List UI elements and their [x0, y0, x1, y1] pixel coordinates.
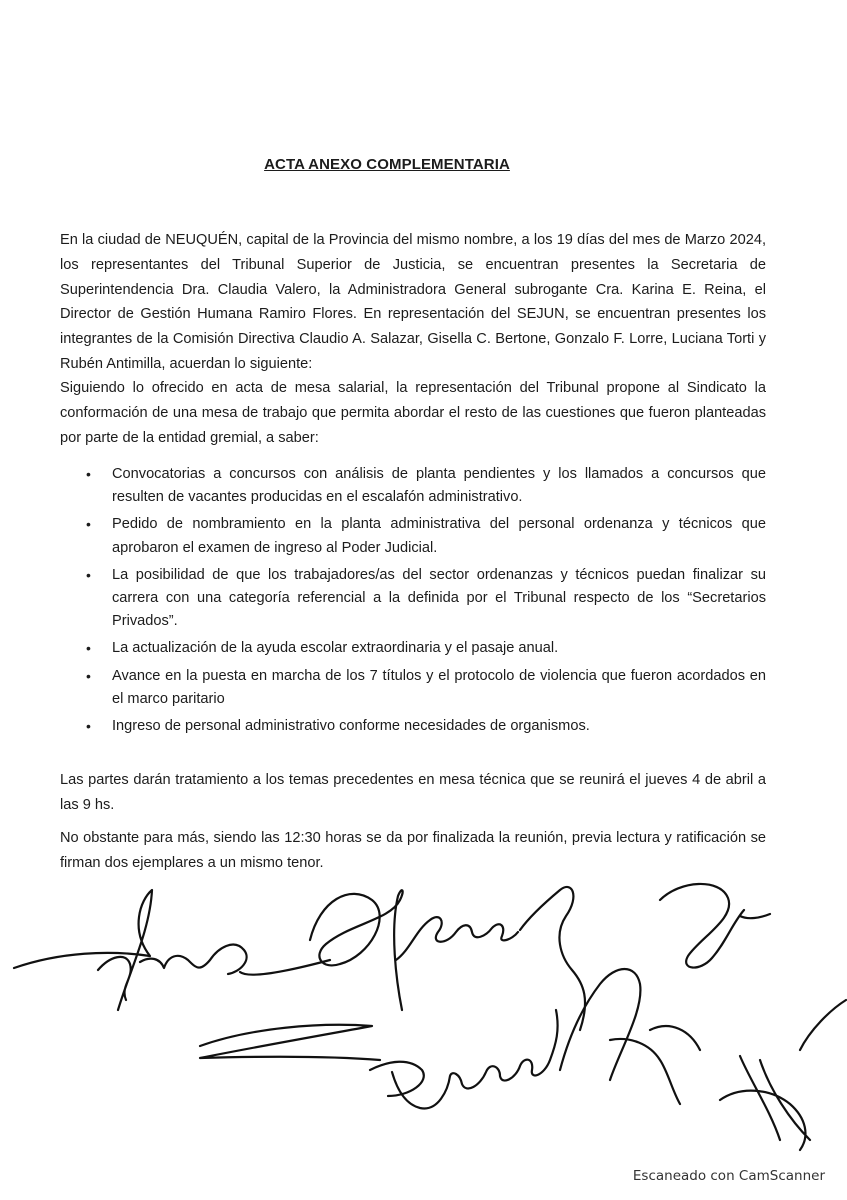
technical-meeting-paragraph: Las partes darán tratamiento a los temas precedentes en mesa técnica que se reunirá el jueves 4 de abril a las 9 hs.	[60, 772, 766, 813]
list-item-text: Convocatorias a concursos con análisis de planta pendientes y los llamados a concursos que resulten de vacantes producidas en el escalafón administrativo.	[112, 466, 766, 506]
list-item-text: Ingreso de personal administrativo conforme necesidades de organismos.	[112, 718, 590, 735]
list-item-text: Avance en la puesta en marcha de los 7 títulos y el protocolo de violencia que fueron acordados en el marco paritario	[112, 667, 766, 707]
signatures-area	[0, 860, 847, 1170]
bullet-icon: •	[86, 667, 91, 684]
list-item	[60, 564, 766, 634]
bullet-icon: •	[86, 566, 91, 583]
list-item	[60, 513, 766, 559]
document-title: ACTA ANEXO COMPLEMENTARIA	[264, 156, 510, 173]
bullet-icon: •	[86, 640, 91, 657]
bullet-icon: •	[86, 466, 91, 482]
signature-6	[720, 1000, 846, 1150]
proposal-paragraph: Siguiendo lo ofrecido en acta de mesa salarial, la representación del Tribunal propone al Sindicato la conformación de una mesa de trabajo que permita abordar el resto de las cuestiones que fueron planteadas por parte de la entidad gremial, a saber:	[60, 380, 766, 446]
signature-1	[14, 890, 330, 1010]
list-item-text: Pedido de nombramiento en la planta administrativa del personal ordenanza y técnicos que aprobaron el examen de ingreso al Poder Judicial.	[112, 516, 766, 556]
list-item	[60, 637, 766, 660]
topics-list	[60, 463, 766, 742]
signature-5	[560, 969, 700, 1104]
signature-2	[310, 887, 585, 1030]
list-item-text: La actualización de la ayuda escolar extraordinaria y el pasaje anual.	[112, 640, 559, 657]
list-item	[60, 463, 766, 509]
signature-3	[660, 884, 770, 968]
list-item	[60, 665, 766, 711]
opening-paragraph: En la ciudad de NEUQUÉN, capital de la Provincia del mismo nombre, a los 19 días del mes de Marzo 2024, los representantes del Tribunal Superior de Justicia, se encuentran presentes la Secretaria de Superintendencia Dra. Claudia Valero, la Administradora General subrogante Cra. Karina E. Reina, el Director de Gestión Humana Ramiro Flores. En representación del SEJUN, se encuentran presentes los integrantes de la Comisión Directiva Claudio A. Salazar, Gisella C. Bertone, Gonzalo F. Lorre, Luciana Torti y Rubén Antimilla, acuerdan lo siguiente:	[60, 232, 766, 372]
list-item-text: La posibilidad de que los trabajadores/as del sector ordenanzas y técnicos puedan finalizar su carrera con una categoría referencial a la definida por el Tribunal respecto de los “Secretarios Privados”.	[112, 566, 766, 630]
bullet-icon: •	[86, 718, 91, 735]
bullet-icon: •	[86, 516, 91, 533]
closing-paragraph: No obstante para más, siendo las 12:30 horas se da por finalizada la reunión, previa lectura y ratificación se firman dos ejemplares a un mismo tenor.	[60, 830, 766, 871]
list-item	[60, 715, 766, 738]
scanner-watermark: Escaneado con CamScanner	[632, 1168, 825, 1184]
signature-4	[200, 1010, 558, 1108]
